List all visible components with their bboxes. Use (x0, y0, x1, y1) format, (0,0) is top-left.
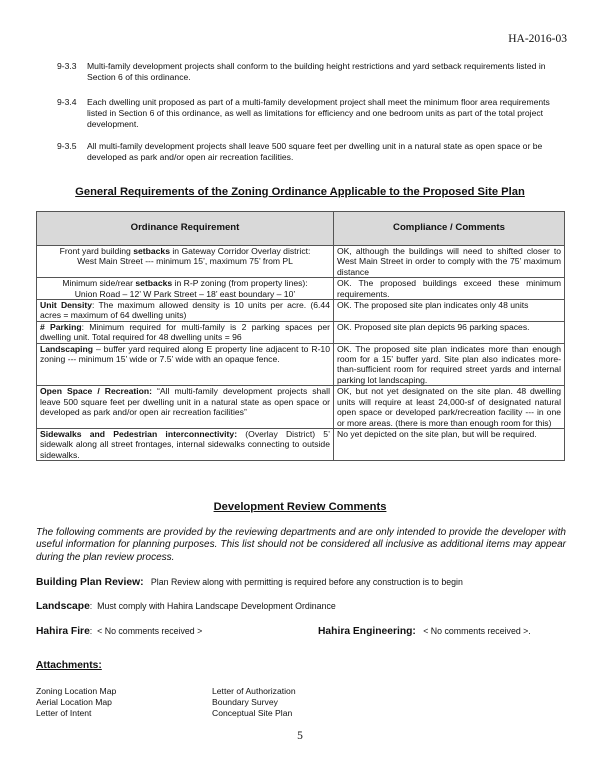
building-plan-review (36, 577, 463, 588)
fire-label: Hahira Fire (36, 626, 90, 637)
building-plan-review-label: Building Plan Review: (36, 577, 144, 588)
attachments-right-list (212, 686, 296, 719)
comment-cell: OK. The proposed site plan indicates more than enough room for a 15’ buffer yard. Site plan also indicates more-than-sufficient room for required street yards and internal parking lot landscaping. (334, 343, 565, 386)
attachments-left-list (36, 686, 116, 719)
table-row (37, 386, 565, 429)
paragraph-text: All multi-family development projects shall leave 500 square feet per dwelling unit in a natural state as open space or be developed as park and/or open air recreation facilities. (87, 141, 543, 162)
requirement-cell: # Parking: Minimum required for multi-family is 2 parking spaces per dwelling unit. Total required for 48 dwelling units = 96 (37, 321, 334, 343)
comment-cell: OK, but not yet designated on the site plan. 48 dwelling units will require at least 24,000-sf of designated natural open space or developed park/recreation facility --- in one or more areas. (there is more than enough room for this) (334, 386, 565, 429)
table-row (37, 246, 565, 278)
requirement-cell: Front yard building setbacks in Gateway Corridor Overlay district: West Main Street --- minimum 15’, maximum 75’ from PL (37, 246, 334, 278)
landscape-comment: Landscape: Must comply with Hahira Landscape Development Ordinance (36, 601, 336, 612)
attachment-item: Letter of Authorization (212, 686, 296, 696)
requirements-table (36, 211, 565, 461)
table-row (37, 343, 565, 386)
paragraph-number: 9-3.4 (57, 97, 77, 107)
document-id: HA-2016-03 (508, 33, 567, 45)
table-row (37, 321, 565, 343)
column-header-compliance: Compliance / Comments (334, 212, 565, 246)
comment-cell: No yet depicted on the site plan, but will be required. (334, 428, 565, 460)
requirement-cell: Sidewalks and Pedestrian interconnectivity: (Overlay District) 5’ sidewalk along all street frontages, internal sidewalks connecting to outside sidewalks. (37, 428, 334, 460)
comment-cell: OK, although the buildings will need to shifted closer to West Main Street in order to comply with the 75’ maximum distance (334, 246, 565, 278)
engineering-label: Hahira Engineering: (318, 626, 416, 637)
attachment-item: Boundary Survey (212, 697, 278, 707)
table-row (37, 428, 565, 460)
landscape-text: Must comply with Hahira Landscape Development Ordinance (97, 601, 336, 611)
requirement-cell: Unit Density: The maximum allowed density is 10 units per acre. (6.44 acres = maximum of 64 dwelling units) (37, 300, 334, 322)
engineering-comment (318, 626, 531, 637)
landscape-label: Landscape (36, 601, 90, 612)
fire-comment: Hahira Fire: < No comments received > (36, 626, 203, 637)
building-plan-review-text: Plan Review along with permitting is required before any construction is to begin (150, 577, 463, 587)
table-row (37, 300, 565, 322)
section-title-development-review: Development Review Comments (213, 501, 387, 513)
paragraph-9-3-5 (57, 141, 567, 163)
fire-text: < No comments received > (97, 626, 203, 636)
comment-cell: OK. Proposed site plan depicts 96 parking spaces. (334, 321, 565, 343)
requirement-cell: Minimum side/rear setbacks in R-P zoning (from property lines): Union Road – 12’ W Park Street – 18’ east boundary – 10’ (37, 278, 334, 300)
comment-cell: OK. The proposed buildings exceed these minimum requirements. (334, 278, 565, 300)
requirement-cell: Landscaping – buffer yard required along E property line adjacent to R-10 zoning --- minimum 15’ wide or 7.5’ wide with an opaque fence. (37, 343, 334, 386)
paragraph-9-3-4 (57, 97, 567, 130)
section-title-general-requirements: General Requirements of the Zoning Ordinance Applicable to the Proposed Site Plan (75, 186, 525, 198)
paragraph-number: 9-3.5 (57, 141, 77, 151)
attachment-item: Zoning Location Map (36, 686, 117, 696)
intro-note: The following comments are provided by the reviewing departments and are only intended to provide the developer with useful information for planning purposes. This list should not be considered all inclusive as additional items may appear during the plan review process. (36, 527, 566, 563)
table-row (37, 278, 565, 300)
attachments-title: Attachments: (36, 660, 102, 671)
requirement-cell: Open Space / Recreation: “All multi-family development projects shall leave 500 square feet per dwelling unit in a natural state as open space or developed as park and/or open air recreation facilities” (37, 386, 334, 429)
paragraph-text: Each dwelling unit proposed as part of a multi-family development project shall meet the minimum floor area requirements listed in Section 6 of this ordinance, as well as limitations for efficiency and one bedroom units as part of the total project development. (87, 97, 550, 129)
table-header-row (37, 212, 565, 246)
attachment-item: Letter of Intent (36, 708, 92, 718)
paragraph-text: Multi-family development projects shall conform to the building height restrictions and yard setback requirements listed in Section 6 of this ordinance. (87, 61, 546, 82)
column-header-requirement: Ordinance Requirement (37, 212, 334, 246)
attachment-item: Conceptual Site Plan (212, 708, 293, 718)
comment-cell: OK. The proposed site plan indicates only 48 units (334, 300, 565, 322)
attachment-item: Aerial Location Map (36, 697, 112, 707)
paragraph-number: 9-3.3 (57, 61, 77, 71)
engineering-text: < No comments received >. (423, 626, 531, 636)
page-number: 5 (297, 730, 303, 742)
paragraph-9-3-3 (57, 61, 567, 83)
